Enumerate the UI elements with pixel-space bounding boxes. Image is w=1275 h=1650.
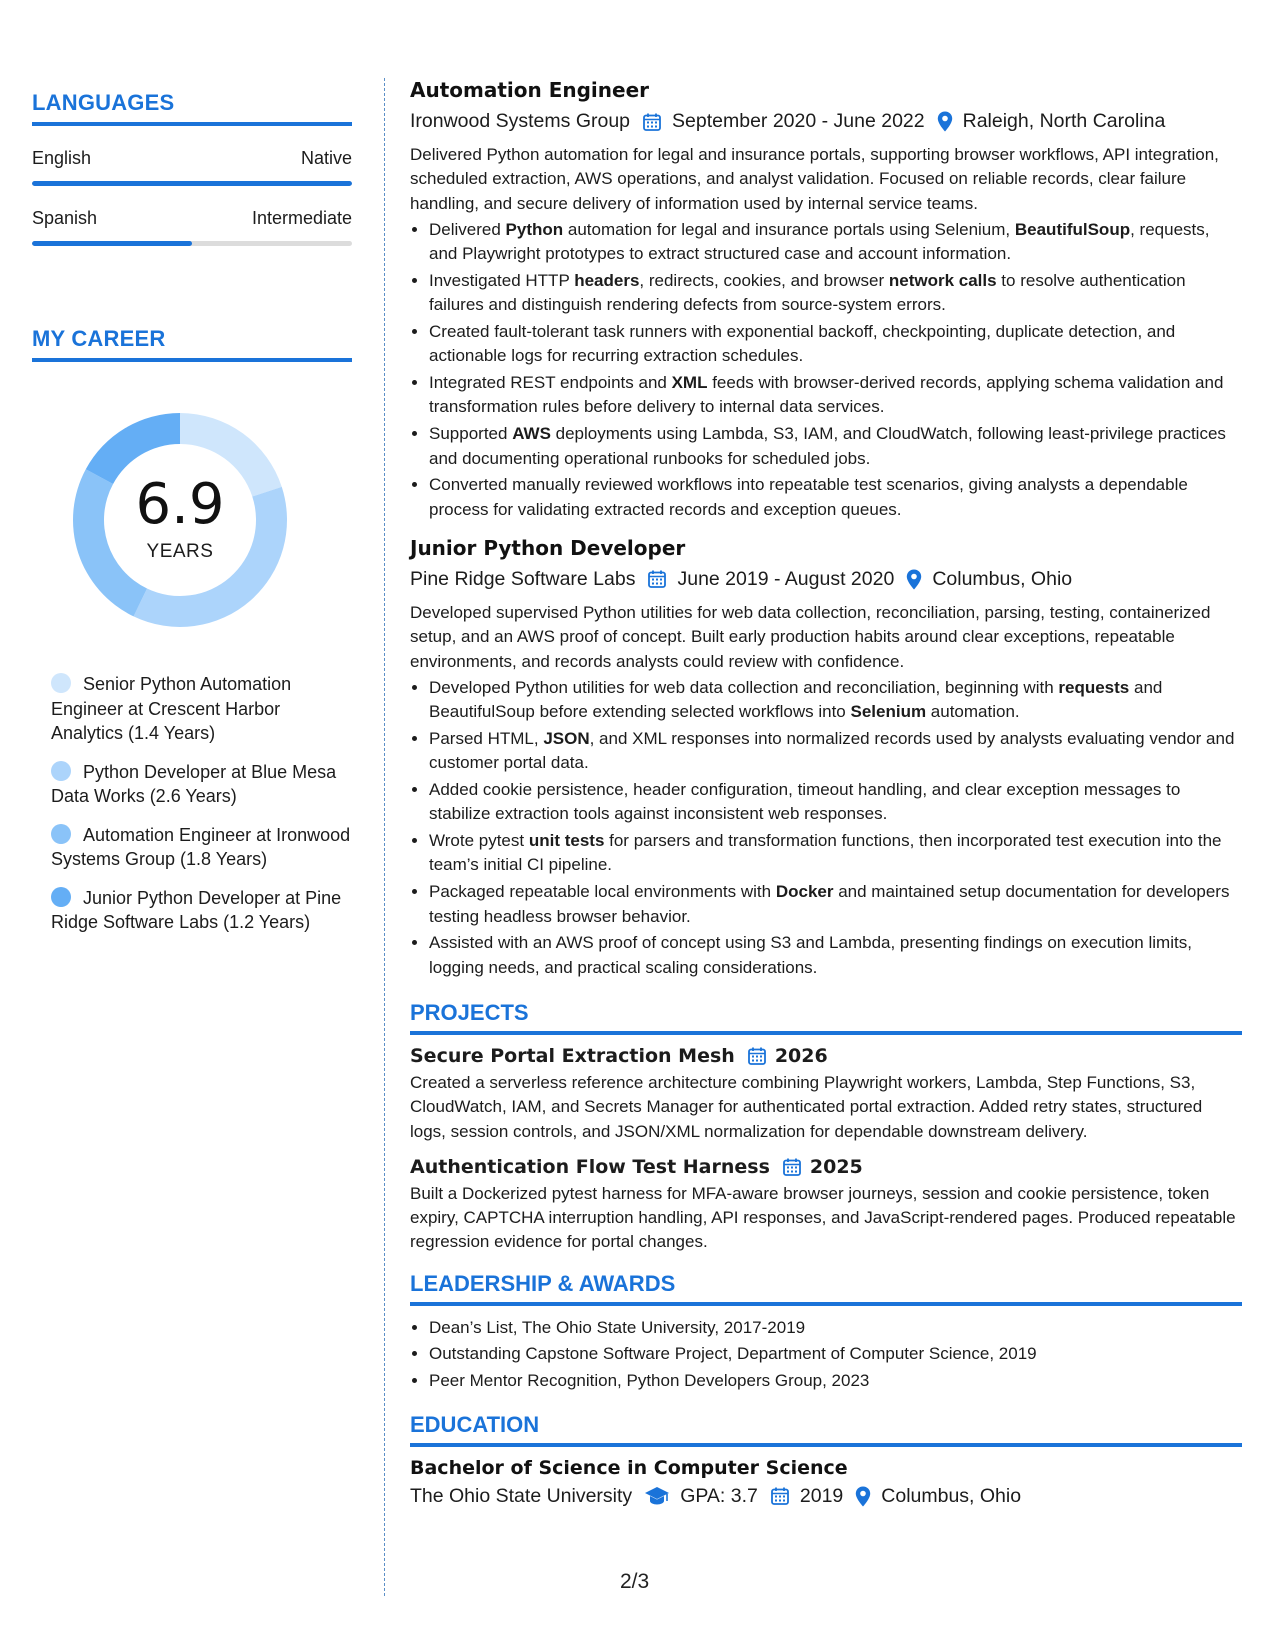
job-location: Columbus, Ohio <box>932 567 1073 590</box>
job-bullet: • Developed Python utilities for web data collection and reconciliation, beginning with requests and BeautifulSoup before extending selected workflows into Selenium automation. <box>429 676 1242 725</box>
legend-label: Senior Python Automation Engineer at Crescent Harbor Analytics (1.4 Years) <box>51 674 292 743</box>
career-legend <box>32 672 352 935</box>
job-bullet: • Converted manually reviewed workflows into repeatable test scenarios, giving analysts a dependable process for validating extracted records and exception queues. <box>429 473 1242 522</box>
job-summary: Delivered Python automation for legal and insurance portals, supporting browser workflows, API integration, scheduled extraction, AWS operations, and analyst validation. Focused on reliable records, clear failure handling, and secure delivery of information used by internal service teams. <box>410 145 1219 213</box>
legend-label: Junior Python Developer at Pine Ridge Software Labs (1.2 Years) <box>51 887 342 932</box>
graduation-year: 2019 <box>799 1484 844 1507</box>
career-legend-item <box>51 672 352 746</box>
bold-keyword: Python <box>505 219 564 239</box>
main-content <box>410 78 1242 1508</box>
language-item <box>32 148 352 186</box>
job-bullet: • Integrated REST endpoints and XML feeds with browser-derived records, applying schema validation and transformation rules before delivery to internal data services. <box>429 371 1242 420</box>
calendar-icon <box>747 1046 767 1066</box>
award-item: • Outstanding Capstone Software Project, Department of Computer Science, 2019 <box>429 1342 1242 1366</box>
career-legend-item <box>51 823 352 872</box>
job-summary: Developed supervised Python utilities for web data collection, reconciliation, parsing, testing, containerized setup, and an AWS proof of concept. Built early production habits around clear exceptions, repeatable environments, and records analysts could review with confidence. <box>410 602 1211 671</box>
map-pin-icon <box>937 111 953 132</box>
project-entry <box>410 1045 1242 1144</box>
job-bullet: • Packaged repeatable local environments with Docker and maintained setup documentation for developers testing headless browser behavior. <box>429 880 1242 929</box>
legend-dot <box>51 887 71 907</box>
job-title: Junior Python Developer <box>410 535 686 560</box>
awards-heading: LEADERSHIP & AWARDS <box>410 1271 1242 1306</box>
company-name: Pine Ridge Software Labs <box>410 567 636 590</box>
job-bullets <box>429 676 1242 980</box>
language-name: Spanish <box>32 208 98 228</box>
job-meta <box>410 568 1242 591</box>
education-heading: EDUCATION <box>410 1412 1242 1447</box>
job-bullet: • Added cookie persistence, header configuration, timeout handling, and clear exception messages to stabilize extraction tools against inconsistent web responses. <box>429 778 1242 827</box>
legend-dot <box>51 824 71 844</box>
job-bullet: • Parsed HTML, JSON, and XML responses into normalized records used by analysts evaluating vendor and customer portal data. <box>429 727 1242 776</box>
column-divider <box>384 78 385 1596</box>
career-total-years: 6.9 <box>135 472 225 537</box>
project-header <box>410 1045 1242 1067</box>
language-item <box>32 208 352 246</box>
job-location: Raleigh, North Carolina <box>962 110 1166 132</box>
education-meta <box>410 1485 1242 1508</box>
page-number: 2/3 <box>620 1570 650 1593</box>
career-heading: MY CAREER <box>32 326 352 362</box>
job-bullet: • Investigated HTTP headers, redirects, cookies, and browser network calls to resolve authentication failures and distinguish rendering defects from source-system errors. <box>429 269 1242 318</box>
calendar-icon <box>770 1486 790 1506</box>
legend-label: Automation Engineer at Ironwood Systems Group (1.8 Years) <box>51 824 351 869</box>
calendar-icon <box>642 112 662 132</box>
project-entry <box>410 1156 1242 1255</box>
school-location: Columbus, Ohio <box>881 1484 1022 1507</box>
bold-keyword: JSON <box>543 728 590 748</box>
sidebar <box>32 90 352 949</box>
award-item: • Dean’s List, The Ohio State University, 2017-2019 <box>429 1316 1242 1340</box>
graduation-cap-icon <box>644 1486 670 1506</box>
career-legend-item <box>51 760 352 809</box>
bold-keyword: unit tests <box>528 831 605 851</box>
career-donut-chart <box>66 406 294 634</box>
experience-entry <box>410 78 1242 522</box>
award-item: • Peer Mentor Recognition, Python Developers Group, 2023 <box>429 1369 1242 1393</box>
bold-keyword: Docker <box>775 882 834 902</box>
bold-keyword: AWS <box>512 424 551 444</box>
language-proficiency-bar <box>32 181 352 186</box>
job-bullet: • Wrote pytest unit tests for parsers and transformation functions, then incorporated test execution into the team’s initial CI pipeline. <box>429 829 1242 878</box>
experience-entry <box>410 536 1242 980</box>
project-description: Created a serverless reference architecture combining Playwright workers, Lambda, Step Functions, S3, CloudWatch, IAM, and Secrets Manager for authenticated portal extraction. Added retry states, structured logs, session controls, and JSON/XML normalization for dependable downstream delivery. <box>410 1072 1203 1141</box>
bold-keyword: headers <box>574 270 640 290</box>
awards-section <box>410 1271 1242 1394</box>
career-total-unit: YEARS <box>146 541 214 562</box>
projects-section <box>410 1000 1242 1255</box>
school-name: The Ohio State University <box>410 1484 633 1507</box>
calendar-icon <box>647 569 667 589</box>
bold-keyword: Selenium <box>850 702 927 722</box>
project-header <box>410 1156 1242 1178</box>
project-title: Secure Portal Extraction Mesh <box>410 1044 735 1067</box>
bold-keyword: network calls <box>888 270 997 290</box>
bold-keyword: requests <box>1058 677 1130 697</box>
languages-heading: LANGUAGES <box>32 90 352 126</box>
job-bullet: • Delivered Python automation for legal and insurance portals using Selenium, BeautifulSoup, requests, and Playwright prototypes to extract structured case and account information. <box>429 218 1242 267</box>
bold-keyword: XML <box>671 373 708 393</box>
language-name: English <box>32 148 92 168</box>
job-dates: June 2019 - August 2020 <box>677 567 895 590</box>
job-bullet: • Assisted with an AWS proof of concept using S3 and Lambda, presenting findings on execution limits, logging needs, and practical scaling considerations. <box>429 931 1242 980</box>
job-bullets <box>429 218 1242 522</box>
job-bullet: • Supported AWS deployments using Lambda, S3, IAM, and CloudWatch, following least-privilege practices and documenting operational runbooks for scheduled jobs. <box>429 422 1242 471</box>
project-year: 2025 <box>809 1155 863 1178</box>
awards-list <box>429 1316 1242 1394</box>
education-section <box>410 1412 1242 1508</box>
gpa: GPA: 3.7 <box>680 1484 758 1507</box>
calendar-icon <box>782 1157 802 1177</box>
language-level: Native <box>300 148 352 168</box>
bold-keyword: BeautifulSoup <box>1014 219 1131 239</box>
projects-heading: PROJECTS <box>410 1000 1242 1035</box>
job-dates: September 2020 - June 2022 <box>672 110 925 132</box>
career-legend-item <box>51 886 352 935</box>
company-name: Ironwood Systems Group <box>410 110 631 132</box>
job-title: Automation Engineer <box>410 78 650 102</box>
legend-label: Python Developer at Blue Mesa Data Works (2.6 Years) <box>51 761 337 806</box>
language-level: Intermediate <box>251 208 352 228</box>
project-title: Authentication Flow Test Harness <box>410 1155 770 1178</box>
degree-title: Bachelor of Science in Computer Science <box>410 1456 848 1479</box>
legend-dot <box>51 673 71 693</box>
map-pin-icon <box>855 1486 871 1507</box>
legend-dot <box>51 761 71 781</box>
project-description: Built a Dockerized pytest harness for MFA-aware browser journeys, session and cookie persistence, token expiry, CAPTCHA interruption handling, API responses, and JavaScript-rendered pages. Produced repeatable regression evidence for portal changes. <box>410 1183 1236 1252</box>
language-proficiency-bar <box>32 241 352 246</box>
language-proficiency-fill <box>32 241 192 246</box>
language-proficiency-fill <box>32 181 352 186</box>
job-bullet: • Created fault-tolerant task runners with exponential backoff, checkpointing, duplicate detection, and actionable logs for recurring extraction schedules. <box>429 320 1242 369</box>
project-year: 2026 <box>774 1044 828 1067</box>
map-pin-icon <box>906 569 922 590</box>
job-meta <box>410 110 1242 133</box>
